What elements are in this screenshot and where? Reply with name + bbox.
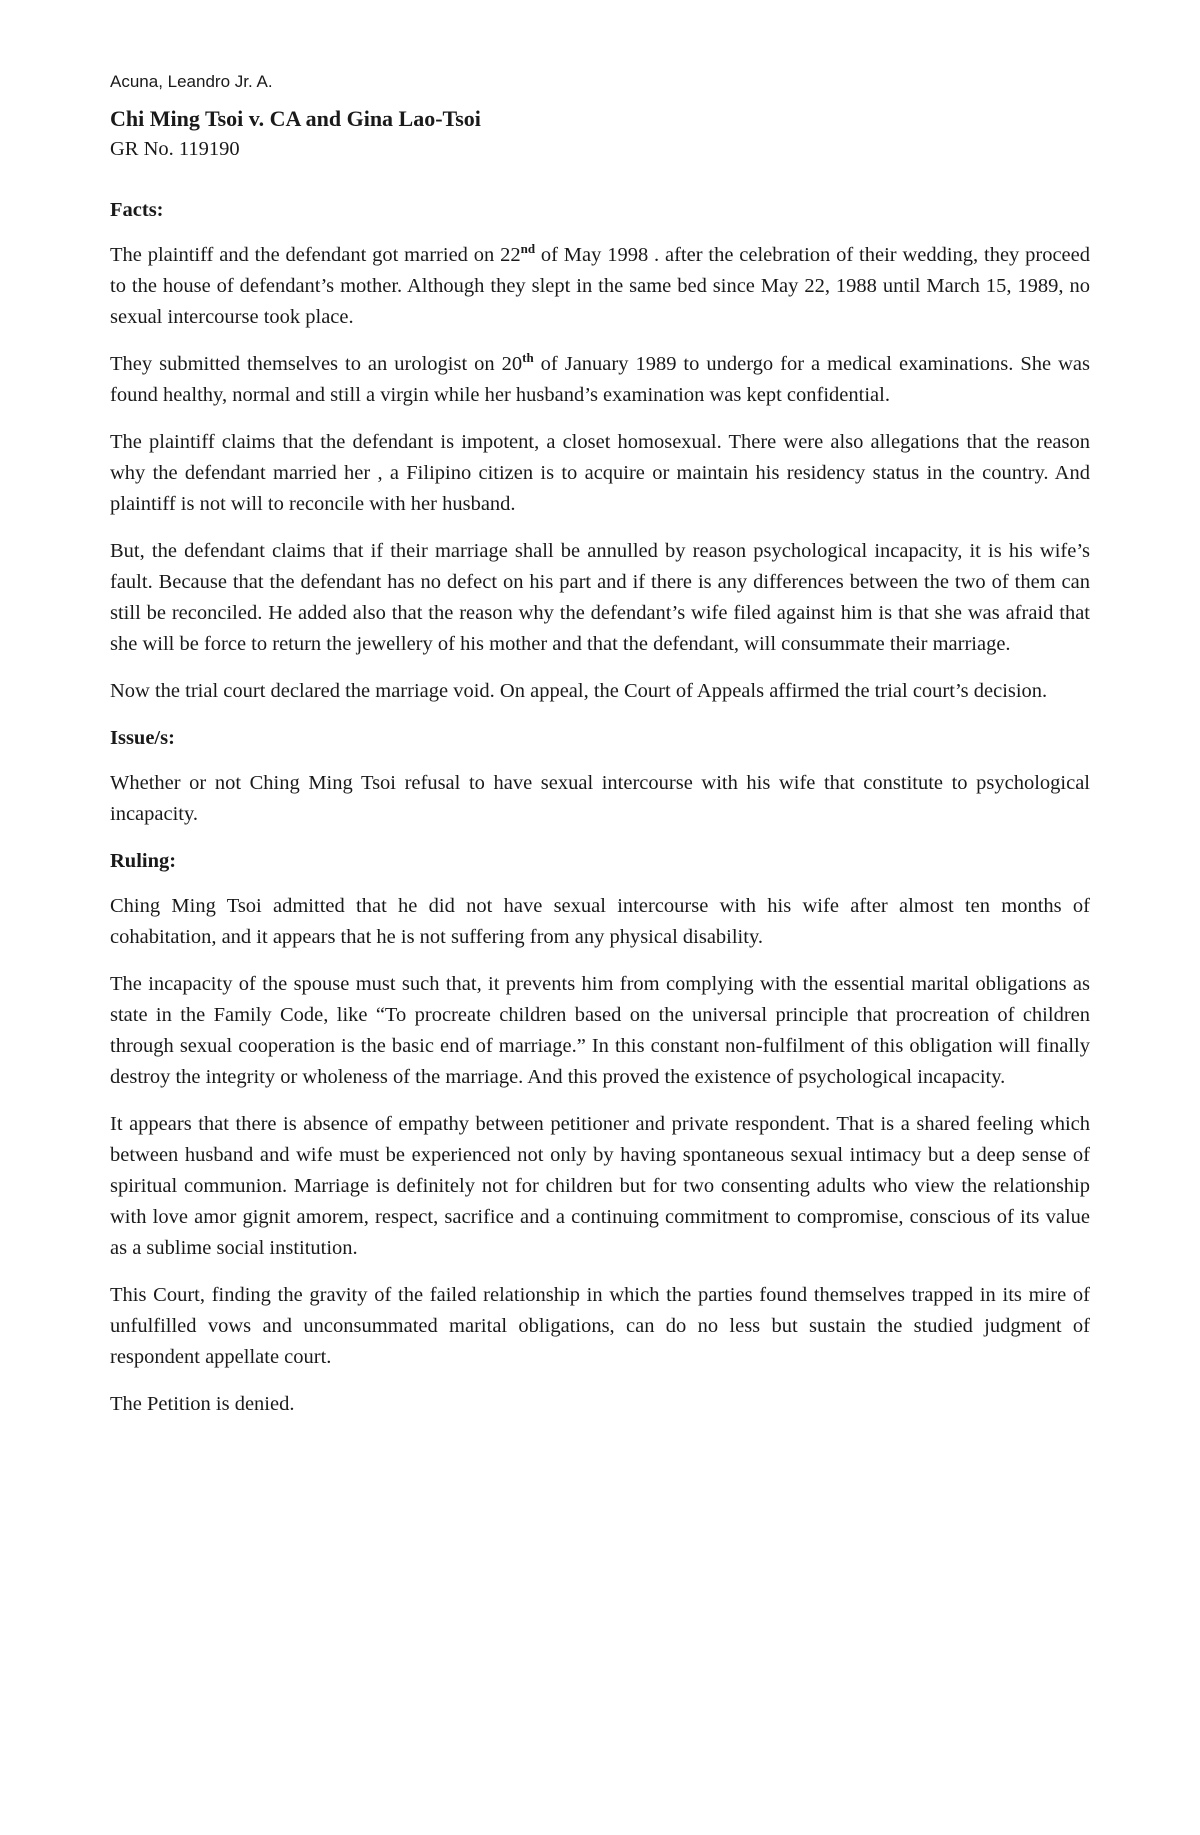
ruling-heading: Ruling: xyxy=(110,850,177,872)
ruling-paragraph-1: Ching Ming Tsoi admitted that he did not have sexual intercourse with his wife after almost ten months of cohabitation, and it appears that he is not suffering from any physical disability. xyxy=(110,895,1090,948)
facts-paragraph-4: But, the defendant claims that if their marriage shall be annulled by reason psychological incapacity, it is his wife’s fault. Because that the defendant has no defect on his part and if there is any differences between the two of them can still be reconciled. He added also that the reason why the defendant’s wife filed against him is that she was afraid that she will be force to return the jewellery of his mother and that the defendant, will consummate their marriage. xyxy=(110,540,1090,655)
author-name: Acuna, Leandro Jr. A. xyxy=(110,72,273,91)
ruling-paragraph-5: The Petition is denied. xyxy=(110,1393,295,1415)
ruling-paragraph-3: It appears that there is absence of empathy between petitioner and private respondent. That is a shared feeling which between husband and wife must be experienced not only by having spontaneous sexual intimacy but a deep sense of spiritual communion. Marriage is definitely not for children but for two consenting adults who view the relationship with love amor gignit amorem, respect, sacrifice and a continuing commitment to compromise, conscious of its value as a sublime social institution. xyxy=(110,1113,1090,1259)
facts-paragraph-1-start: The plaintiff and the defendant got married on 22 xyxy=(110,244,521,266)
document-page xyxy=(110,70,1090,1436)
facts-paragraph-2 xyxy=(110,349,1090,411)
ordinal-suffix: th xyxy=(522,350,534,366)
facts-paragraph-2-end: of January 1989 to undergo for a medical examinations. She was found healthy, normal and still a virgin while her husband’s examination was kept confidential. xyxy=(110,353,1090,406)
ruling-paragraph-4: This Court, finding the gravity of the failed relationship in which the parties found themselves trapped in its mire of unfulfilled vows and unconsummated marital obligations, can do no less but sustain the studied judgment of respondent appellate court. xyxy=(110,1284,1090,1368)
facts-heading: Facts: xyxy=(110,199,164,221)
facts-paragraph-1 xyxy=(110,240,1090,333)
facts-paragraph-5: Now the trial court declared the marriage void. On appeal, the Court of Appeals affirmed the trial court’s decision. xyxy=(110,680,1048,702)
facts-paragraph-2-start: They submitted themselves to an urologist on 20 xyxy=(110,353,523,375)
issues-heading: Issue/s: xyxy=(110,727,175,749)
gr-number: GR No. 119190 xyxy=(110,138,240,160)
facts-paragraph-3: The plaintiff claims that the defendant is impotent, a closet homosexual. There were also allegations that the reason why the defendant married her , a Filipino citizen is to acquire or maintain his residency status in the country. And plaintiff is not will to reconcile with her husband. xyxy=(110,431,1090,515)
facts-paragraph-1-end: of May 1998 . after the celebration of their wedding, they proceed to the house of defendant’s mother. Although they slept in the same bed since May 22, 1988 until March 15, 1989, no sexual intercourse took place. xyxy=(110,244,1091,328)
issues-paragraph-1: Whether or not Ching Ming Tsoi refusal to have sexual intercourse with his wife that constitute to psychological incapacity. xyxy=(110,772,1090,825)
case-title: Chi Ming Tsoi v. CA and Gina Lao-Tsoi xyxy=(110,106,481,131)
ruling-paragraph-2: The incapacity of the spouse must such that, it prevents him from complying with the essential marital obligations as state in the Family Code, like “To procreate children based on the universal principle that procreation of children through sexual cooperation is the basic end of marriage.” In this constant non-fulfilment of this obligation will finally destroy the integrity or wholeness of the marriage. And this proved the existence of psychological incapacity. xyxy=(110,973,1090,1088)
ordinal-suffix: nd xyxy=(520,241,536,257)
